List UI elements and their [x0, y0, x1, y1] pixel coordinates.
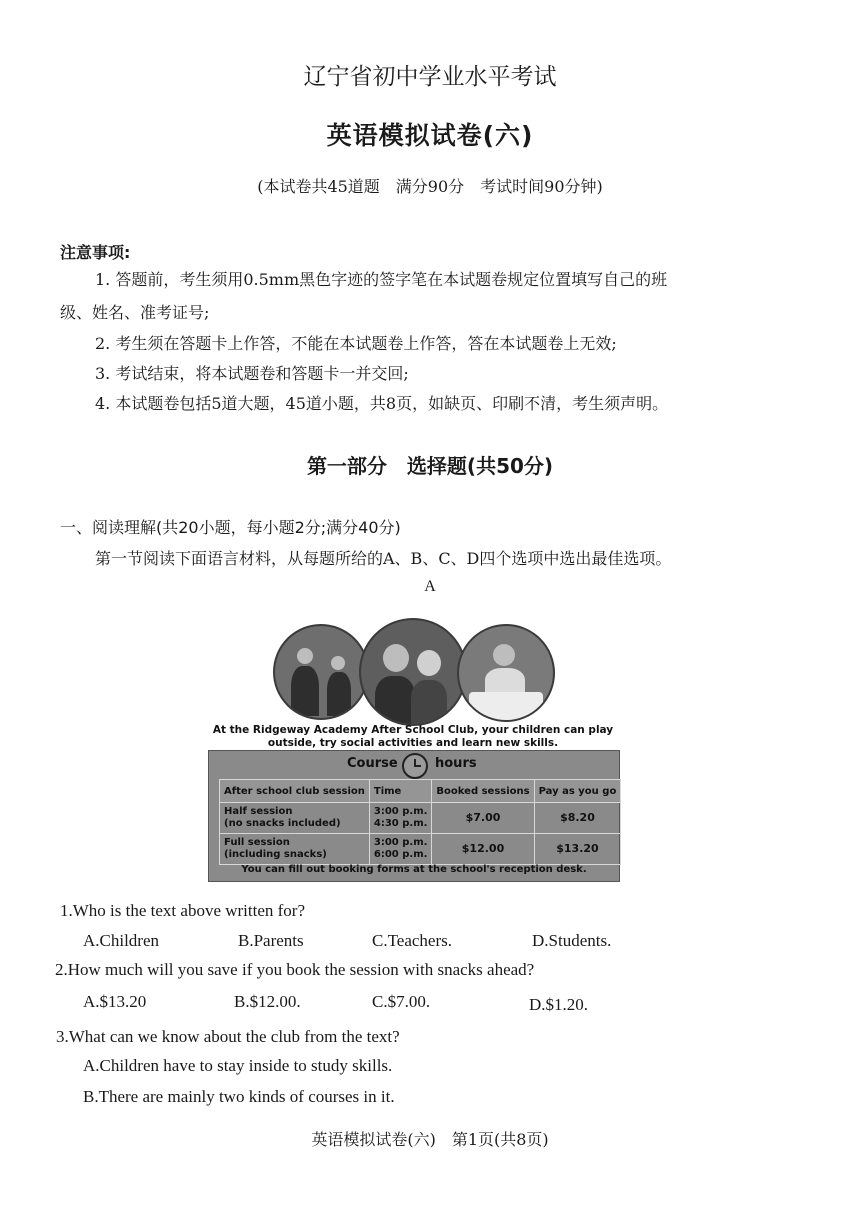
question-3-stem: 3.What can we know about the club from the text?	[56, 1027, 400, 1046]
photo-children-playing	[273, 624, 369, 720]
question-1-option-d: D.Students.	[532, 931, 612, 950]
question-2-option-c: C.$7.00.	[372, 992, 431, 1011]
question-1-option-a: A.Children	[83, 931, 160, 950]
advert-caption: At the Ridgeway Academy After School Club, your children can play outside, try social activities and learn new skills.	[212, 724, 614, 749]
booked-price-cell: $7.00	[432, 803, 534, 834]
panel-header	[209, 751, 619, 777]
col-header-time: Time	[369, 780, 432, 803]
question-1-stem: 1.Who is the text above written for?	[60, 901, 306, 920]
question-2-option-d: D.$1.20.	[529, 995, 589, 1014]
table-row	[220, 834, 621, 865]
notice-title: 注意事项:	[60, 243, 131, 262]
photo-students-smiling	[359, 618, 467, 726]
exam-name: 辽宁省初中学业水平考试	[303, 64, 557, 90]
passage-label: A	[424, 578, 436, 595]
clock-icon	[402, 753, 428, 779]
booking-note: You can fill out booking forms at the school's reception desk.	[241, 864, 587, 875]
course-hours-panel	[208, 750, 620, 882]
question-2-option-b: B.$12.00.	[234, 992, 301, 1011]
table-row	[220, 803, 621, 834]
session-cell: Half session (no snacks included)	[220, 803, 370, 834]
section-instruction: 第一节阅读下面语言材料，从每题所给的A、B、C、D四个选项中选出最佳选项。	[95, 549, 672, 568]
col-header-booked: Booked sessions	[432, 780, 534, 803]
payg-price-cell: $8.20	[534, 803, 621, 834]
col-header-session: After school club session	[220, 780, 370, 803]
panel-title-course: Course	[347, 756, 398, 771]
notice-item-4: 4. 本试题卷包括5道大题，45道小题，共8页，如缺页、印刷不清，考生须声明。	[95, 394, 669, 413]
question-3-option-a: A.Children have to stay inside to study skills.	[83, 1056, 393, 1075]
question-2-option-a: A.$13.20	[83, 992, 147, 1011]
page-footer: 英语模拟试卷(六) 第1页(共8页)	[311, 1130, 549, 1149]
part-title: 第一部分 选择题(共50分)	[306, 454, 554, 478]
section-title: 一、阅读理解(共20小题，每小题2分;满分40分)	[60, 518, 401, 537]
time-cell: 3:00 p.m. 6:00 p.m.	[369, 834, 432, 865]
time-cell: 3:00 p.m. 4:30 p.m.	[369, 803, 432, 834]
payg-price-cell: $13.20	[534, 834, 621, 865]
question-1-option-b: B.Parents	[238, 931, 304, 950]
notice-item-2: 2. 考生须在答题卡上作答，不能在本试题卷上作答，答在本试题卷上无效;	[95, 334, 617, 353]
notice-item-3: 3. 考试结束，将本试题卷和答题卡一并交回;	[95, 364, 409, 383]
notice-item-1: 1. 答题前，考生须用0.5mm黑色字迹的签字笔在本试题卷规定位置填写自己的班	[95, 270, 668, 289]
paper-title: 英语模拟试卷(六)	[326, 121, 534, 150]
booked-price-cell: $12.00	[432, 834, 534, 865]
question-1-option-c: C.Teachers.	[372, 931, 452, 950]
session-cell: Full session (including snacks)	[220, 834, 370, 865]
notice-item-1-cont: 级、姓名、准考证号;	[60, 303, 210, 322]
photo-collage	[273, 618, 558, 726]
photo-child-studying	[457, 624, 555, 722]
panel-title-hours: hours	[435, 756, 477, 771]
question-2-stem: 2.How much will you save if you book the session with snacks ahead?	[55, 960, 535, 979]
col-header-payg: Pay as you go	[534, 780, 621, 803]
session-price-table	[219, 779, 621, 865]
exam-info: (本试卷共45道题 满分90分 考试时间90分钟)	[257, 177, 603, 196]
question-3-option-b: B.There are mainly two kinds of courses in it.	[83, 1087, 395, 1106]
club-advert-figure	[208, 612, 618, 882]
